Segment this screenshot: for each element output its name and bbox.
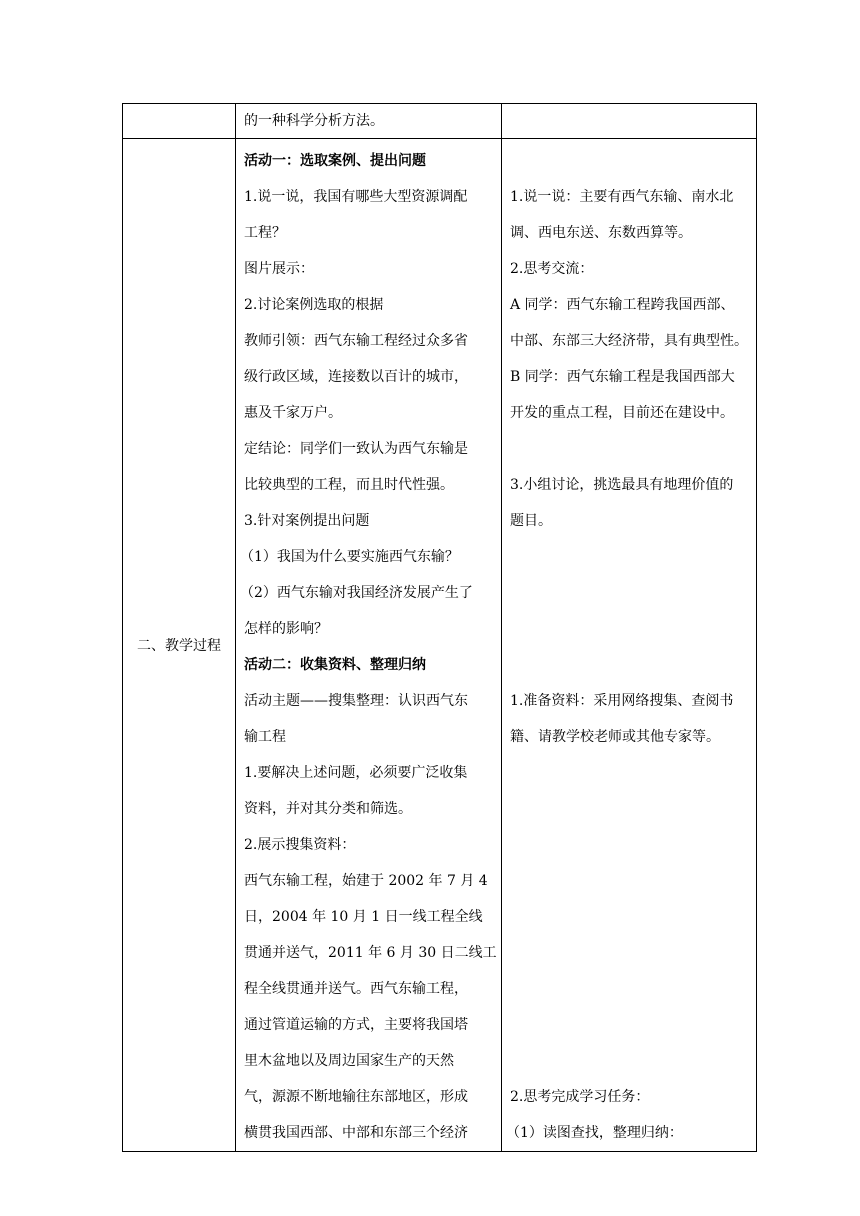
text-line: 级行政区域，连接数以百计的城市， [244,369,468,385]
text-line: 怎样的影响？ [244,621,328,637]
text-line: 题目。 [510,513,552,529]
text-line: A 同学：西气东输工程跨我国西部、 [510,297,735,313]
text-line: B 同学：西气东输工程是我国西部大 [510,369,735,385]
text-line: 1.要解决上述问题，必须要广泛收集 [244,765,468,781]
text-line [502,791,756,827]
text-line [502,935,756,971]
text-line: 日，2004 年 10 月 1 日一线工程全线 [244,909,483,925]
text-line: 活动一：选取案例、提出问题 [244,153,426,169]
text-line: 西气东输工程，始建于 2002 年 7 月 4 [244,873,488,889]
text-line: 1.说一说，我国有哪些大型资源调配 [244,189,468,205]
text-line: 程全线贯通并送气。西气东输工程， [244,981,468,997]
lesson-plan-table [122,103,757,1152]
section-label-cell [123,139,236,1152]
text-line: （1）读图查找，整理归纳： [506,1125,683,1141]
student-activity-lines [502,143,756,1151]
table-cell [123,104,236,139]
text-line: 3.针对案例提出问题 [244,513,370,529]
text-line: 3.小组讨论，挑选最具有地理价值的 [510,477,734,493]
text-line: 2.思考完成学习任务： [510,1089,650,1105]
text-line: 籍、请教学校老师或其他专家等。 [510,729,720,745]
text-line [502,575,756,611]
text-line: 工程？ [244,225,286,241]
cell-text: 的一种科学分析方法。 [244,113,384,129]
text-line: 里木盆地以及周边国家生产的天然 [244,1053,454,1069]
student-activity-cell [502,139,757,1152]
text-line [502,827,756,863]
text-line: 惠及千家万户。 [244,405,342,421]
text-line: 2.展示搜集资料： [244,837,356,853]
text-line [502,143,756,179]
table-cell [502,104,757,139]
text-line: 资料，并对其分类和筛选。 [244,801,412,817]
text-line: 中部、东部三大经济带，具有典型性。 [510,333,748,349]
text-line: 开发的重点工程，目前还在建设中。 [510,405,734,421]
cell-text [502,104,756,138]
cell-text [123,104,235,138]
text-line: 图片展示： [244,261,314,277]
table-row [123,139,757,1152]
text-line: 活动主题——搜集整理：认识西气东 [244,693,468,709]
text-line [502,899,756,935]
text-line [502,971,756,1007]
text-line: （1）我国为什么要实施西气东输？ [240,549,459,565]
text-line: 比较典型的工程，而且时代性强。 [244,477,454,493]
text-line: 输工程 [244,729,286,745]
text-line: 横贯我国西部、中部和东部三个经济 [244,1125,468,1141]
text-line: 通过管道运输的方式，主要将我国塔 [244,1017,468,1033]
text-line [502,431,756,467]
text-line: 活动二：收集资料、整理归纳 [244,657,426,673]
text-line: 贯通并送气，2011 年 6 月 30 日二线工 [244,945,497,961]
text-line [502,863,756,899]
table-cell [236,104,502,139]
text-line: 气，源源不断地输往东部地区，形成 [244,1089,468,1105]
teacher-activity-lines [236,143,501,1151]
text-line [502,1043,756,1079]
teacher-activity-cell [236,139,502,1152]
text-line: 2.讨论案例选取的根据 [244,297,384,313]
text-line [502,1007,756,1043]
text-line: 调、西电东送、东数西算等。 [510,225,692,241]
text-line: 1.准备资料：采用网络搜集、查阅书 [510,693,734,709]
table-row [123,104,757,139]
text-line: 定结论：同学们一致认为西气东输是 [244,441,468,457]
text-line [502,647,756,683]
text-line: 教师引领：西气东输工程经过众多省 [244,333,468,349]
text-line: （2）西气东输对我国经济发展产生了 [240,585,473,601]
text-line: 1.说一说：主要有西气东输、南水北 [510,189,734,205]
text-line [502,755,756,791]
text-line [502,611,756,647]
section-label: 二、教学过程 [137,638,221,654]
text-line [502,539,756,575]
text-line: 2.思考交流： [510,261,594,277]
